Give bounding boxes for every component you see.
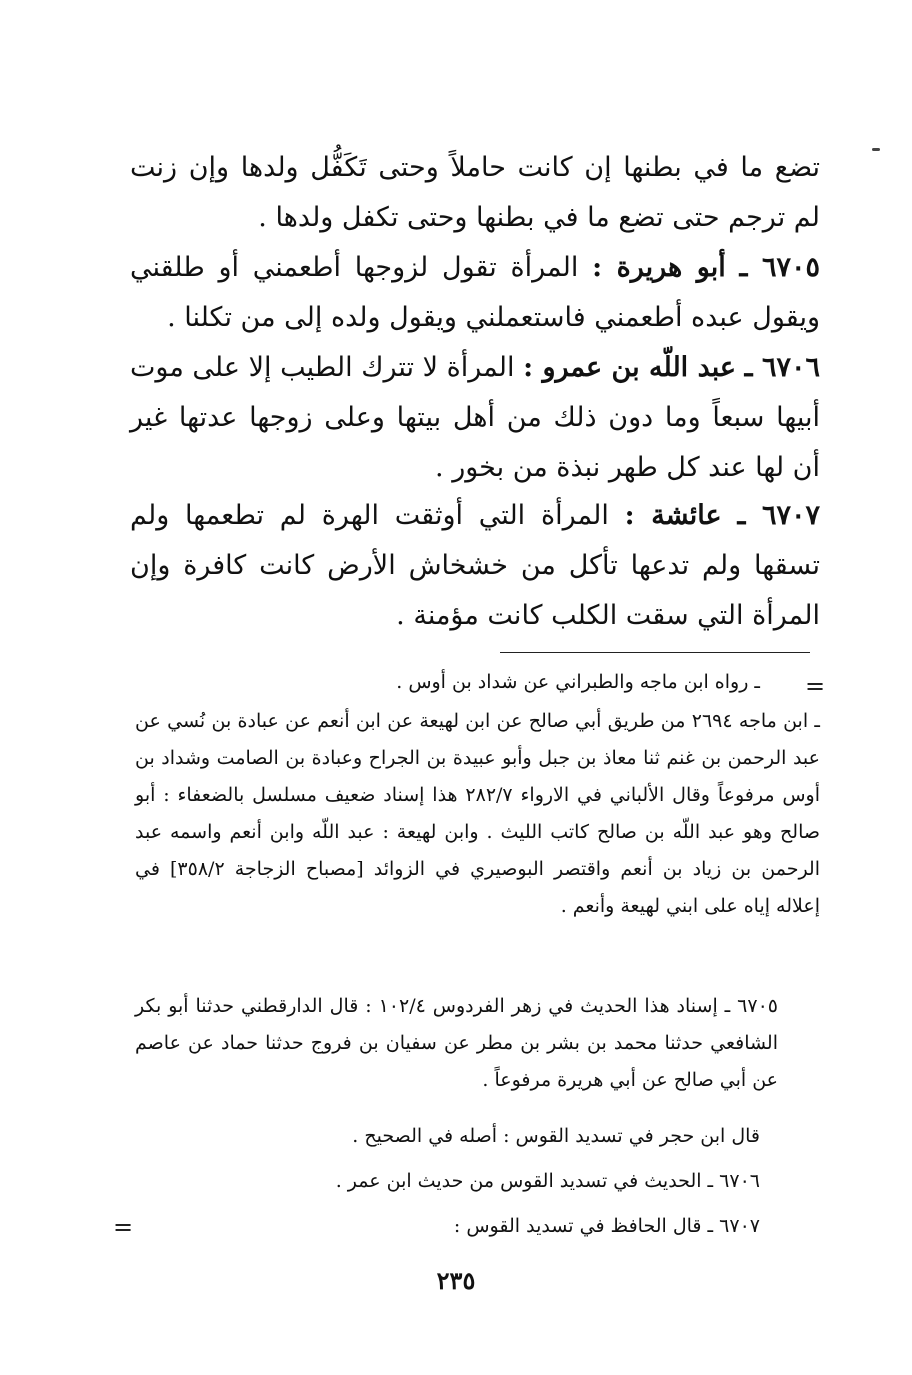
paragraph-text: تضع ما في بطنها إن كانت حاملاً وحتى تَكَفُّل ولدها وإن زنت لم ترجم حتى تضع ما في بطنها وحتى تكفل ولدها .: [130, 152, 820, 233]
main-text-6706: [130, 343, 820, 493]
footnote-line: ـ ابن ماجه ٢٦٩٤ من طريق أبي صالح عن ابن لهيعة عن ابن أنعم عن عبادة بن نُسي عن عبد الرحمن بن غنم ثنا معاذ بن جبل وأبو عبيدة بن الجراح وعبادة بن الصامت وشداد بن أوس مرفوعاً وقال الألباني في الارواء ٢٨٢/٧ هذا إسناد ضعيف مسلسل بالضعفاء : أبو صالح وهو عبد اللّه بن صالح كاتب الليث . وابن لهيعة : عبد اللّه وابن أنعم واسمه عبد الرحمن بن زياد بن أنعم واقتصر البوصيري في الزوائد [مصباح الزجاجة ٣٥٨/٢] في إعلاله إياه على ابني لهيعة وأنعم .: [135, 710, 820, 917]
hadith-narrator: عائشة :: [624, 500, 722, 531]
footnotes: [135, 664, 760, 701]
main-text-6707: [130, 491, 820, 641]
footnotes: [135, 703, 820, 925]
footnote-continuation-marker: =: [805, 672, 826, 700]
footnote-line: ٦٧٠٥ ـ إسناد هذا الحديث في زهر الفردوس ١٠٢/٤ : قال الدارقطني حدثنا أبو بكر الشافعي حدثنا محمد بن بشر بن مطر عن سفيان بن فروج حدثنا حماد عن عاصم عن أبي صالح عن أبي هريرة مرفوعاً .: [135, 995, 778, 1091]
hadith-number: ٦٧٠٦ ـ: [744, 352, 820, 383]
footnote-line: ـ رواه ابن ماجه والطبراني عن شداد بن أوس .: [396, 671, 760, 693]
scan-mark: [872, 148, 880, 151]
footnotes: [135, 1118, 760, 1155]
hadith-number: ٦٧٠٧ ـ: [737, 500, 820, 531]
footnotes: [135, 988, 820, 1099]
footnotes: [135, 1163, 760, 1200]
footnote-line: ٦٧٠٦ ـ الحديث في تسديد القوس من حديث ابن عمر .: [335, 1170, 760, 1192]
hadith-text: المرأة التي أوثقت الهرة لم تطعمها ولم تسقها ولم تدعها تأكل من خشخاش الأرض كانت كافرة وإن المرأة التي سقت الكلب كانت مؤمنة .: [130, 500, 820, 631]
hadith-text: المرأة تقول لزوجها أطعمني أو طلقني ويقول عبده أطعمني فاستعملني ويقول ولده إلى من تكلنا .: [130, 252, 820, 333]
footnote-end-marker: =: [113, 1213, 134, 1241]
hadith-narrator: عبد اللّه بن عمرو :: [523, 352, 737, 383]
hadith-text: المرأة لا تترك الطيب إلا على موت أبيها سبعاً وما دون ذلك من أهل بيتها وعلى زوجها عدتها غير أن لها عند كل طهر نبذة من بخور .: [130, 352, 820, 483]
footnote-separator: [500, 652, 810, 653]
hadith-narrator: أبو هريرة :: [592, 252, 726, 283]
footnote-line: قال ابن حجر في تسديد القوس : أصله في الصحيح .: [352, 1125, 760, 1147]
paragraph-continuation: [130, 143, 820, 243]
hadith-6706: [130, 343, 820, 493]
main-text: [130, 143, 820, 243]
main-text-6705: [130, 243, 820, 343]
hadith-number: ٦٧٠٥ ـ: [739, 252, 820, 283]
hadith-6707: [130, 491, 820, 641]
footnotes: [135, 1208, 760, 1245]
footnote-line: ٦٧٠٧ ـ قال الحافظ في تسديد القوس :: [453, 1215, 760, 1237]
page-number: ٢٣٥: [436, 1266, 476, 1295]
hadith-6705: [130, 243, 820, 343]
